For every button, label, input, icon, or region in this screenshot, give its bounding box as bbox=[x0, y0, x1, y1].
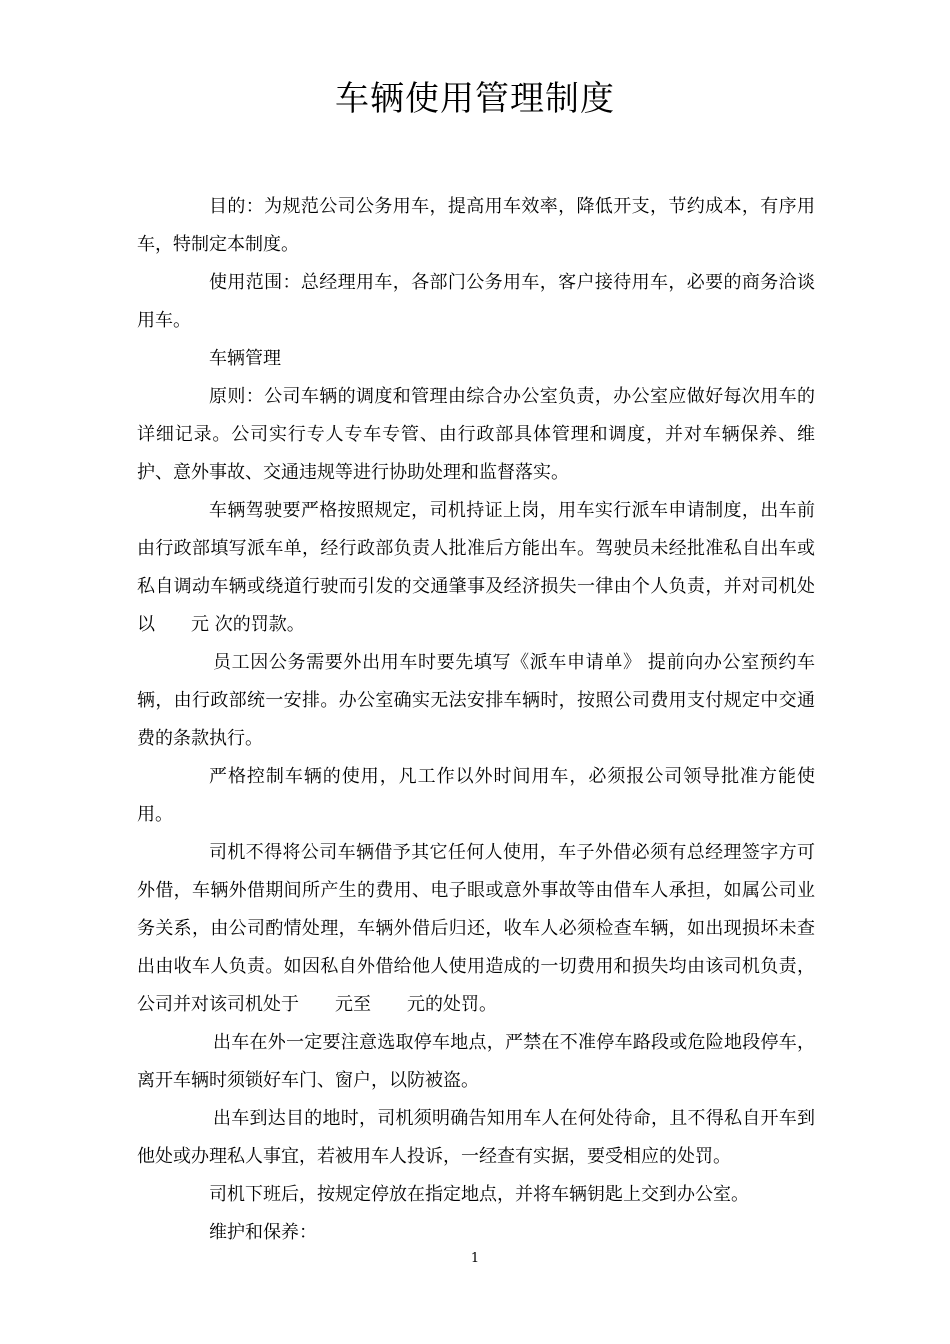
paragraph-purpose: 目的：为规范公司公务用车，提高用车效率，降低开支，节约成本，有序用车，特制定本制度。 bbox=[137, 196, 815, 255]
paragraph-parking: 出车在外一定要注意选取停车地点，严禁在不准停车路段或危险地段停车，离开车辆时须锁好车门、窗户，以防被盗。 bbox=[137, 1032, 815, 1091]
paragraph-after-work: 司机下班后，按规定停放在指定地点，并将车辆钥匙上交到办公室。 bbox=[209, 1184, 749, 1205]
document-body bbox=[137, 188, 815, 1252]
paragraph-driving-rules: 车辆驾驶要严格按照规定，司机持证上岗，用车实行派车申请制度，出车前由行政部填写派车单，经行政部负责人批准后方能出车。驾驶员未经批准私自出车或私自调动车辆或绕道行驶而引发的交通肇事及经济损失一律由个人负责，并对司机处以 元 次的罚款。 bbox=[137, 500, 815, 635]
paragraph-principle: 原则：公司车辆的调度和管理由综合办公室负责，办公室应做好每次用车的详细记录。公司实行专人专车专管、由行政部具体管理和调度，并对车辆保养、维护、意外事故、交通违规等进行协助处理和监督落实。 bbox=[137, 386, 815, 483]
paragraph-usage-control: 严格控制车辆的使用，凡工作以外时间用车，必须报公司领导批准方能使用。 bbox=[137, 766, 815, 825]
section-heading-vehicle-management: 车辆管理 bbox=[209, 348, 281, 369]
document-title: 车辆使用管理制度 bbox=[335, 79, 615, 119]
page-number: 1 bbox=[470, 1251, 480, 1266]
section-heading-maintenance: 维护和保养： bbox=[209, 1222, 317, 1243]
paragraph-scope: 使用范围：总经理用车，各部门公务用车，客户接待用车，必要的商务洽谈用车。 bbox=[137, 272, 815, 331]
paragraph-destination: 出车到达目的地时，司机须明确告知用车人在何处待命，且不得私自开车到他处或办理私人事宜，若被用车人投诉，一经查有实据，要受相应的处罚。 bbox=[137, 1108, 815, 1167]
paragraph-employee-request: 员工因公务需要外出用车时要先填写《派车申请单》 提前向办公室预约车辆，由行政部统一安排。办公室确实无法安排车辆时，按照公司费用支付规定中交通费的条款执行。 bbox=[137, 652, 815, 749]
paragraph-lending-rules: 司机不得将公司车辆借予其它任何人使用，车子外借必须有总经理签字方可外借，车辆外借期间所产生的费用、电子眼或意外事故等由借车人承担，如属公司业务关系，由公司酌情处理，车辆外借后归还，收车人必须检查车辆，如出现损坏未查出由收车人负责。如因私自外借给他人使用造成的一切费用和损失均由该司机负责，公司并对该司机处于 元至 元的处罚。 bbox=[137, 842, 815, 1015]
